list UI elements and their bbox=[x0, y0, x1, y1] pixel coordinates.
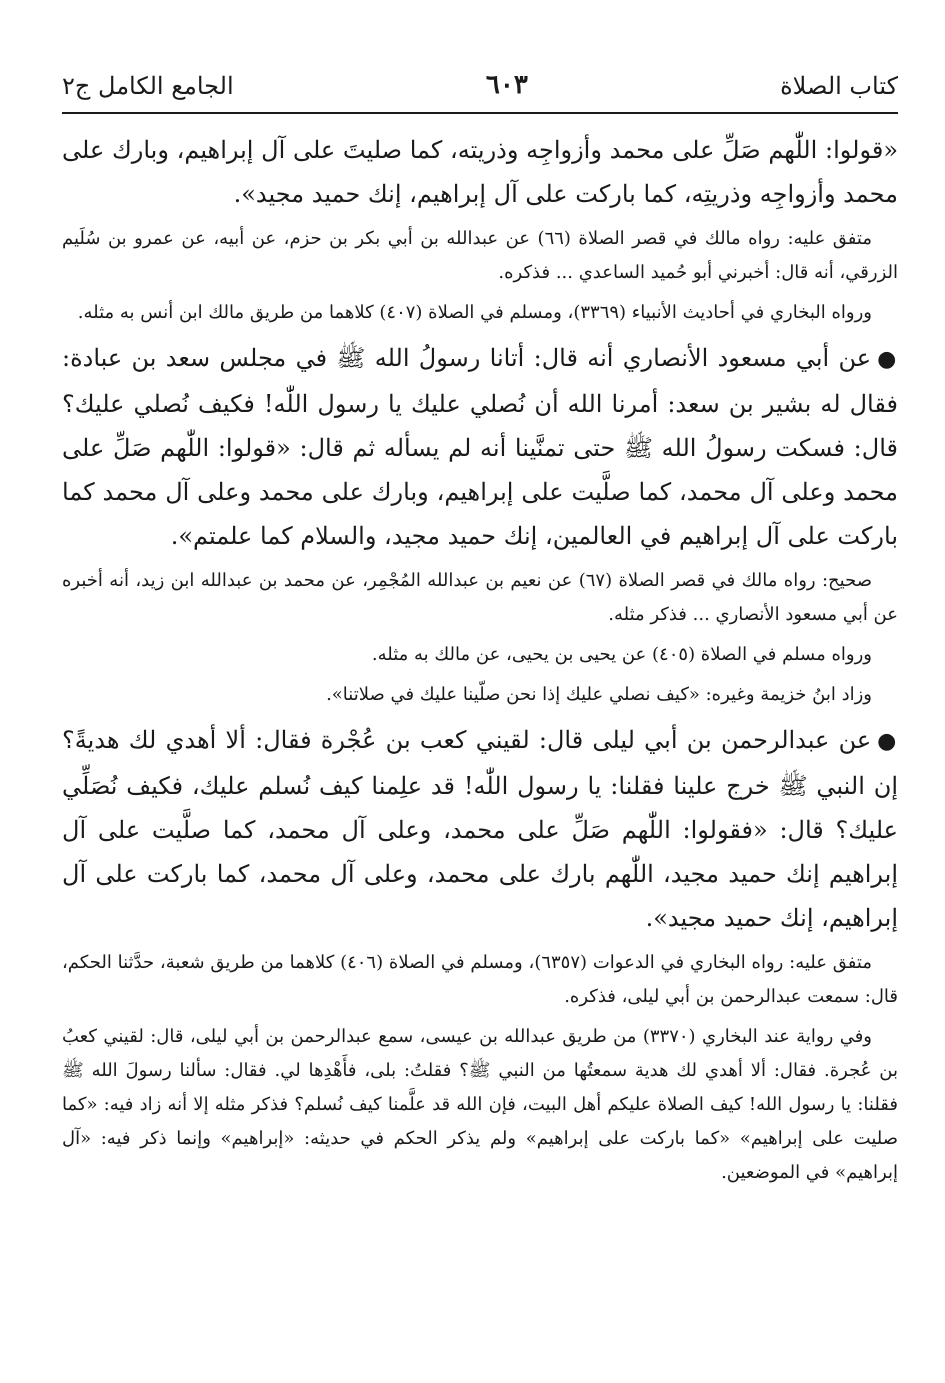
takhrij-note: ورواه مسلم في الصلاة (٤٠٥) عن يحيى بن يحيى، عن مالك به مثله. bbox=[371, 644, 872, 665]
takhrij-note: متفق عليه: رواه البخاري في الدعوات (٦٣٥٧)، ومسلم في الصلاة (٤٠٦) كلاهما من طريق شعبة، حدَّثنا الحكم، قال: سمعت عبدالرحمن بن أبي ليلى، فذكره. bbox=[62, 952, 898, 1007]
hadith-bullet: ● bbox=[877, 347, 898, 372]
takhrij-note: وزاد ابنُ خزيمة وغيره: «كيف نصلي عليك إذا نحن صلّينا عليك في صلاتنا». bbox=[326, 684, 872, 705]
takhrij-note: متفق عليه: رواه مالك في قصر الصلاة (٦٦) عن عبدالله بن أبي بكر بن حزم، عن أبيه، عن عمرو بن سُلَيم الزرقي، أنه قال: أخبرني أبو حُميد الساعدي ... فذكره. bbox=[62, 228, 898, 283]
hadith-text: «قولوا: اللّٰهم صَلِّ على محمد وأزواجِه وذريته، كما صليتَ على آل إبراهيم، وبارك على محمد وأزواجِه وذريتِه، كما باركت على آل إبراهيم، إنك حميد مجيد». bbox=[62, 136, 898, 208]
takhrij-note: وفي رواية عند البخاري (٣٣٧٠) من طريق عبدالله بن عيسى، سمع عبدالرحمن بن أبي ليلى، قال: لقيني كعبُ بن عُجرة. فقال: ألا أهدي لك هدية سمعتُها من النبي ﷺ؟ فقلتُ: بلى، فأَهْدِها لي. فقال: سألنا رسولَ الله ﷺ فقلنا: يا رسول الله! كيف الصلاة عليكم أهل البيت، فإن الله قد علَّمنا كيف نُسلم؟ فذكر مثله إلا أنه زاد فيه: «كما صليت على إبراهيم» «كما باركت على إبراهيم» ولم يذكر الحكم في حديثه: «إبراهيم» وإنما ذكر فيه: «آل إبراهيم» في الموضعين. bbox=[62, 1026, 898, 1183]
takhrij-note: صحيح: رواه مالك في قصر الصلاة (٦٧) عن نعيم بن عبدالله المُجْمِر، عن محمد بن عبدالله ابن زيد، أنه أخبره عن أبي مسعود الأنصاري ... فذكر مثله. bbox=[62, 570, 898, 625]
book-page bbox=[62, 58, 898, 1358]
running-header bbox=[62, 58, 898, 114]
hadith-bullet: ● bbox=[877, 729, 898, 754]
book-title: كتاب الصلاة bbox=[780, 72, 898, 100]
hadith-paragraph bbox=[62, 336, 898, 558]
hadith-text: عن أبي مسعود الأنصاري أنه قال: أتانا رسولُ الله ﷺ في مجلس سعد بن عبادة: فقال له بشير بن سعد: أمرنا الله أن نُصلي عليك يا رسول اللّٰه! فكيف نُصلي عليك؟ قال: فسكت رسولُ الله ﷺ حتى تمنَّينا أنه لم يسأله ثم قال: «قولوا: اللّٰهم صَلِّ على محمد وعلى آل محمد، كما صلَّيت على إبراهيم، وبارك على محمد وعلى آل محمد كما باركت على آل إبراهيم في العالمين، إنك حميد مجيد، والسلام كما علمتم». bbox=[62, 344, 898, 550]
takhrij-note: ورواه البخاري في أحاديث الأنبياء (٣٣٦٩)، ومسلم في الصلاة (٤٠٧) كلاهما من طريق مالك ابن أنس به مثله. bbox=[77, 302, 872, 323]
hadith-text: عن عبدالرحمن بن أبي ليلى قال: لقيني كعب بن عُجْرة فقال: ألا أهدي لك هديةً؟ إن النبي ﷺ خرج علينا فقلنا: يا رسول اللّٰه! قد علِمنا كيف نُسلم عليك، فكيف نُصَلِّي عليك؟ قال: «فقولوا: اللّٰهم صَلِّ على محمد، وعلى آل محمد، كما صلَّيت على آل إبراهيم إنك حميد مجيد، اللّٰهم بارك على محمد، وعلى آل محمد، كما باركت على آل إبراهيم، إنك حميد مجيد». bbox=[62, 726, 898, 932]
running-title: الجامع الكامل ج٢ bbox=[62, 72, 234, 100]
page-number: ٦٠٣ bbox=[485, 70, 528, 100]
hadith-paragraph bbox=[62, 718, 898, 940]
page-content bbox=[62, 128, 898, 1190]
